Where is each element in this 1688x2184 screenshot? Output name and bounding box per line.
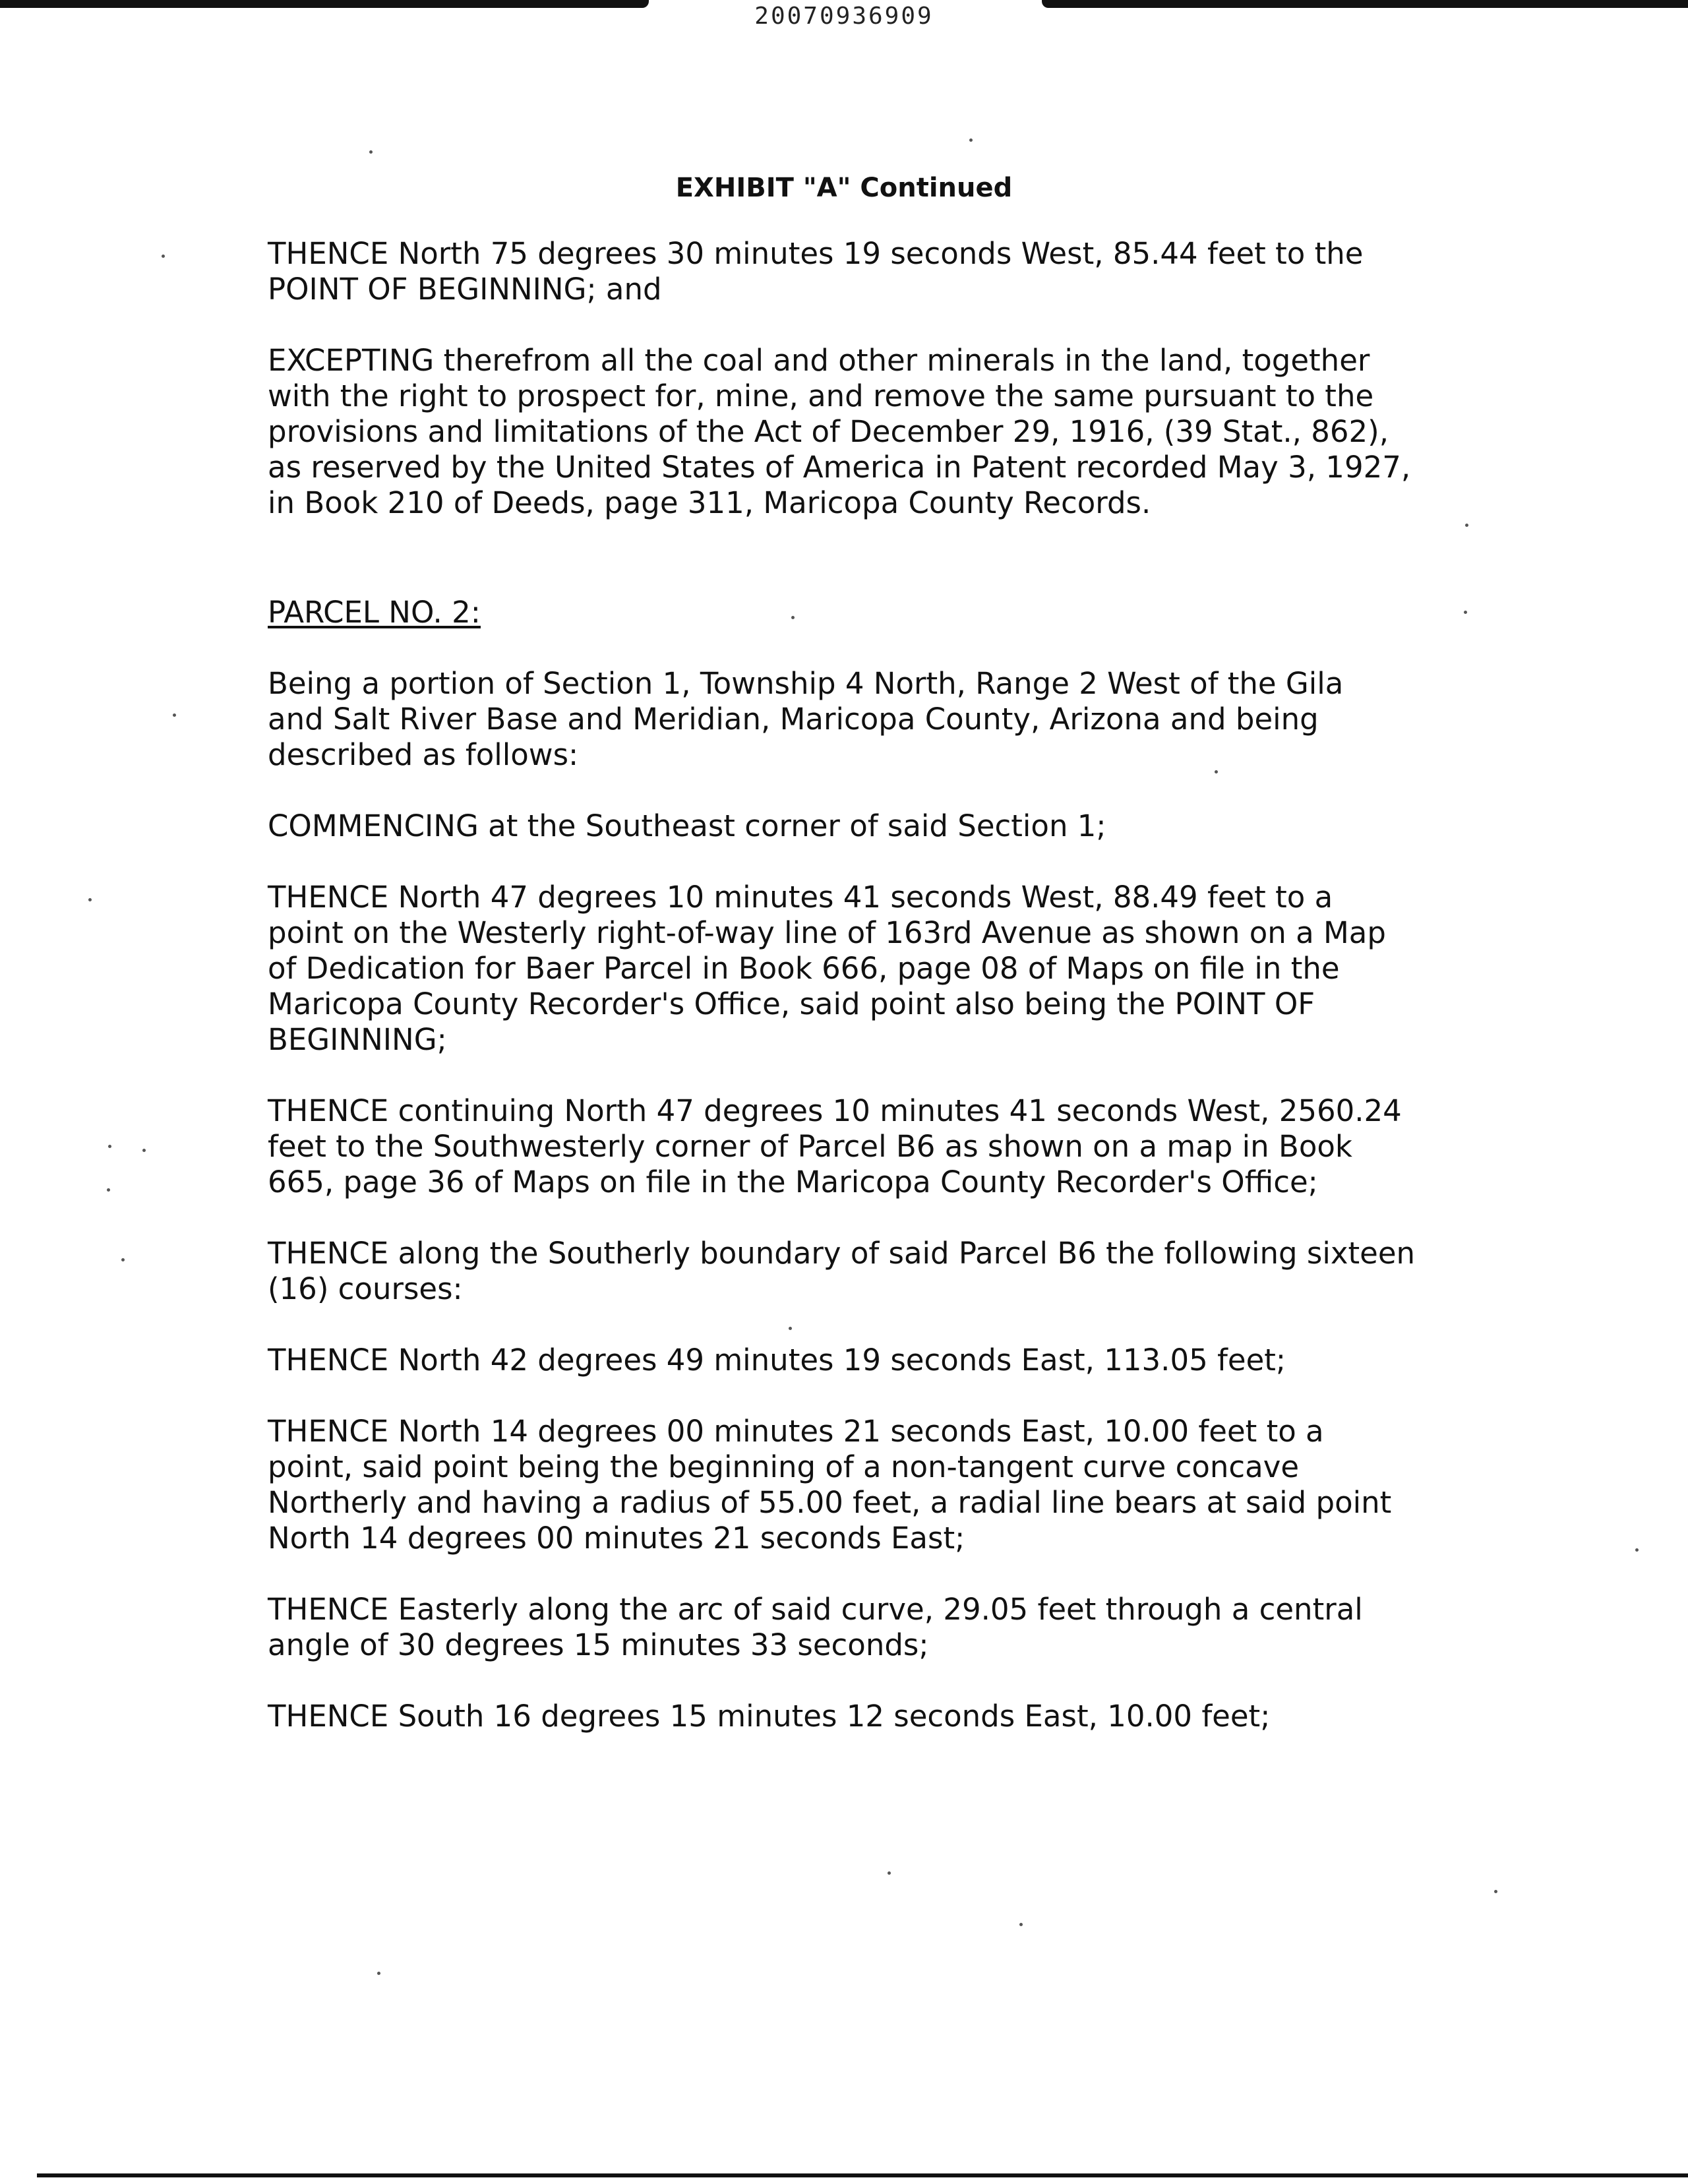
paragraph-excepting: EXCEPTING therefrom all the coal and other minerals in the land, together with the right to prospect for, mine, and remove the same pursuant to the provisions and limitations of the Act of December 29, 1916, (39 Stat., 862), as reserved by the United States of America in Patent recorded May 3, 1927, in Book 210 of Deeds, page 311, Maricopa County Records. <box>268 343 1411 520</box>
scan-speck <box>107 1188 110 1192</box>
paragraph-course-5: THENCE Easterly along the arc of said curve, 29.05 feet through a central angle of 30 degrees 15 minutes 33 seconds; <box>268 1592 1363 1662</box>
paragraph-point-of-beginning: THENCE North 75 degrees 30 minutes 19 seconds West, 85.44 feet to the POINT OF BEGINNING; and <box>268 236 1364 307</box>
scan-speck <box>969 138 973 142</box>
paragraph-southerly-boundary: THENCE along the Southerly boundary of said Parcel B6 the following sixteen (16) courses: <box>268 1236 1416 1306</box>
paragraph-course-1: THENCE North 47 degrees 10 minutes 41 seconds West, 88.49 feet to a point on the Westerly right-of-way line of 163rd Avenue as shown on a Map of Dedication for Baer Parcel in Book 666, page 08 of Maps on file in the Maricopa County Recorder's Office, said point also being the POINT OF BEGINNING; <box>268 880 1386 1057</box>
scan-speck <box>789 1327 792 1330</box>
scan-speck <box>1019 1923 1023 1926</box>
parcel-heading: PARCEL NO. 2: <box>268 595 481 630</box>
scan-speck <box>1464 611 1467 614</box>
scan-speck <box>88 898 92 901</box>
paragraph-portion-description: Being a portion of Section 1, Township 4 North, Range 2 West of the Gila and Salt River Base and Meridian, Maricopa County, Arizona and being described as follows: <box>268 666 1344 772</box>
scan-speck <box>1635 1548 1639 1552</box>
paragraph-course-2: THENCE continuing North 47 degrees 10 minutes 41 seconds West, 2560.24 feet to the Southwesterly corner of Parcel B6 as shown on a map in Book 665, page 36 of Maps on file in the Maricopa County Recorder's Office; <box>268 1093 1402 1199</box>
scan-speck <box>1494 1890 1497 1893</box>
scan-speck <box>791 616 795 619</box>
scan-speck <box>1215 770 1218 774</box>
scan-speck <box>369 150 373 154</box>
scan-speck <box>121 1258 125 1261</box>
bottom-margin-line <box>37 2173 1688 2177</box>
scan-speck <box>108 1145 111 1148</box>
document-number: 20070936909 <box>754 3 934 30</box>
paragraph-course-4: THENCE North 14 degrees 00 minutes 21 seconds East, 10.00 feet to a point, said point being the beginning of a non-tangent curve concave Northerly and having a radius of 55.00 feet, a radial line bears at said point North 14 degrees 00 minutes 21 seconds East; <box>268 1414 1392 1556</box>
scan-speck <box>162 255 165 258</box>
scan-speck <box>1465 524 1468 527</box>
paragraph-course-3: THENCE North 42 degrees 49 minutes 19 seconds East, 113.05 feet; <box>268 1343 1286 1378</box>
scan-speck <box>888 1871 891 1875</box>
scan-speck <box>142 1149 146 1152</box>
paragraph-course-6: THENCE South 16 degrees 15 minutes 12 seconds East, 10.00 feet; <box>268 1699 1271 1734</box>
scan-speck <box>377 1972 380 1975</box>
scan-speck <box>173 713 176 717</box>
paragraph-commencing: COMMENCING at the Southeast corner of said Section 1; <box>268 808 1106 843</box>
exhibit-title: EXHIBIT "A" Continued <box>675 173 1013 203</box>
